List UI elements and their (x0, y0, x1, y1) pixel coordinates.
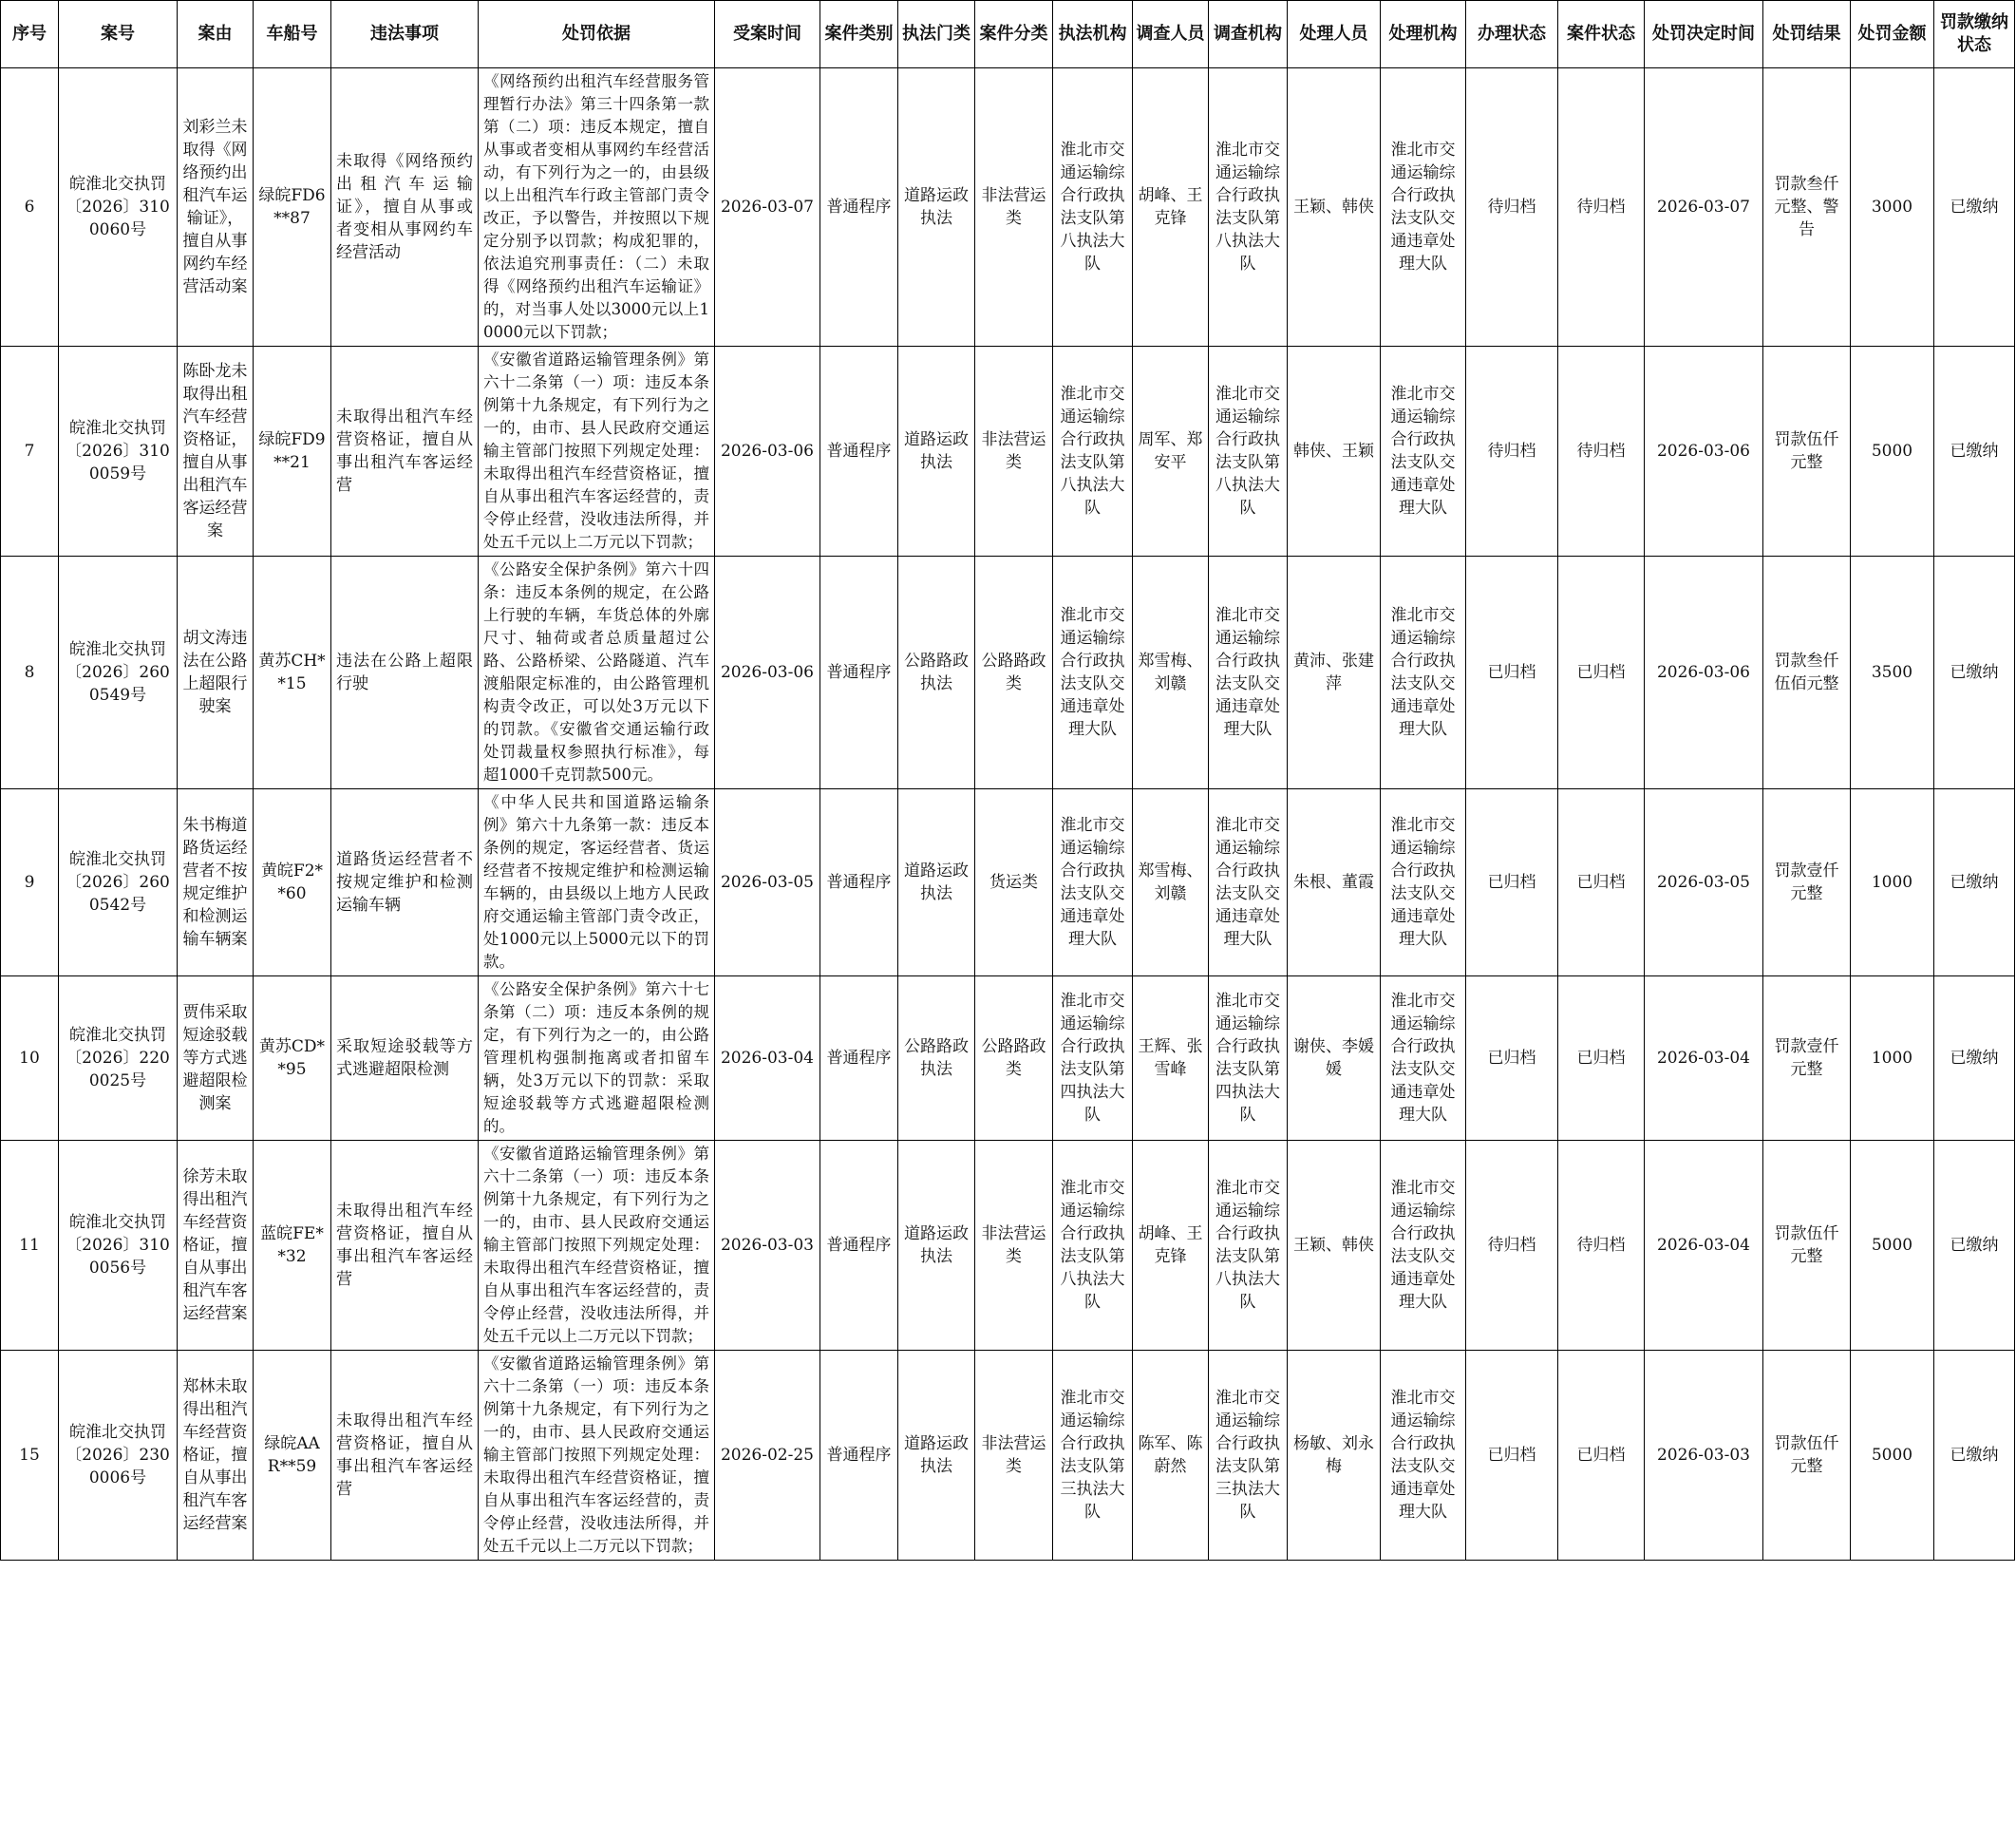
cell-category: 道路运政执法 (898, 1351, 975, 1561)
cell-result: 罚款伍仟元整 (1763, 1141, 1851, 1351)
cell-violation: 未取得出租汽车经营资格证，擅自从事出租汽车客运经营 (331, 347, 479, 557)
cell-accept-date: 2026-03-04 (715, 976, 820, 1141)
cell-seq: 10 (1, 976, 59, 1141)
cell-accept-date: 2026-02-25 (715, 1351, 820, 1561)
table-row (1, 557, 2015, 789)
column-header-handlers: 处理人员 (1288, 1, 1381, 68)
cell-case-status: 已归档 (1558, 976, 1645, 1141)
cell-case-status: 已归档 (1558, 1351, 1645, 1561)
cell-classification: 公路路政类 (975, 557, 1053, 789)
cell-decision-date: 2026-03-06 (1645, 557, 1763, 789)
cell-agency: 淮北市交通运输综合行政执法支队第四执法大队 (1053, 976, 1133, 1141)
cell-plate: 绿皖FD9**21 (254, 347, 331, 557)
cell-invest-agency: 淮北市交通运输综合行政执法支队第八执法大队 (1209, 68, 1288, 347)
cell-cause: 刘彩兰未取得《网络预约出租汽车运输证》，擅自从事网约车经营活动案 (178, 68, 254, 347)
cell-violation: 违法在公路上超限行驶 (331, 557, 479, 789)
cell-decision-date: 2026-03-07 (1645, 68, 1763, 347)
cell-seq: 15 (1, 1351, 59, 1561)
cell-decision-date: 2026-03-05 (1645, 789, 1763, 976)
cell-handle-status: 待归档 (1466, 1141, 1558, 1351)
cell-amount: 1000 (1851, 976, 1934, 1141)
cell-category: 道路运政执法 (898, 68, 975, 347)
column-header-invest-agency: 调查机构 (1209, 1, 1288, 68)
cell-investigators: 郑雪梅、刘赣 (1133, 557, 1209, 789)
cell-seq: 7 (1, 347, 59, 557)
cell-invest-agency: 淮北市交通运输综合行政执法支队交通违章处理大队 (1209, 557, 1288, 789)
cell-accept-date: 2026-03-03 (715, 1141, 820, 1351)
cell-cause: 胡文涛违法在公路上超限行驶案 (178, 557, 254, 789)
cell-amount: 5000 (1851, 347, 1934, 557)
cell-amount: 3000 (1851, 68, 1934, 347)
column-header-handle-agency: 处理机构 (1381, 1, 1466, 68)
cell-case-status: 待归档 (1558, 1141, 1645, 1351)
cell-case-no: 皖淮北交执罚〔2026〕3100059号 (59, 347, 178, 557)
column-header-accept-date: 受案时间 (715, 1, 820, 68)
column-header-classification: 案件分类 (975, 1, 1053, 68)
cell-plate: 黄皖F2**60 (254, 789, 331, 976)
cell-investigators: 王辉、张雪峰 (1133, 976, 1209, 1141)
cell-cause: 郑林未取得出租汽车经营资格证，擅自从事出租汽车客运经营案 (178, 1351, 254, 1561)
cell-handlers: 王颖、韩侠 (1288, 1141, 1381, 1351)
table-body (1, 68, 2015, 1561)
column-header-violation: 违法事项 (331, 1, 479, 68)
cell-handlers: 王颖、韩侠 (1288, 68, 1381, 347)
column-header-cause: 案由 (178, 1, 254, 68)
cell-handlers: 朱根、董霞 (1288, 789, 1381, 976)
column-header-investigators: 调查人员 (1133, 1, 1209, 68)
cell-seq: 9 (1, 789, 59, 976)
cell-seq: 8 (1, 557, 59, 789)
cell-case-type: 普通程序 (820, 976, 898, 1141)
cell-result: 罚款叁仟伍佰元整 (1763, 557, 1851, 789)
cell-violation: 未取得出租汽车经营资格证，擅自从事出租汽车客运经营 (331, 1141, 479, 1351)
cell-decision-date: 2026-03-03 (1645, 1351, 1763, 1561)
cell-payment: 已缴纳 (1934, 68, 2015, 347)
cell-cause: 徐芳未取得出租汽车经营资格证，擅自从事出租汽车客运经营案 (178, 1141, 254, 1351)
cell-result: 罚款伍仟元整 (1763, 1351, 1851, 1561)
cell-seq: 11 (1, 1141, 59, 1351)
cell-category: 道路运政执法 (898, 1141, 975, 1351)
column-header-payment: 罚款缴纳状态 (1934, 1, 2015, 68)
cell-category: 公路路政执法 (898, 557, 975, 789)
cell-agency: 淮北市交通运输综合行政执法支队第八执法大队 (1053, 347, 1133, 557)
table-row (1, 789, 2015, 976)
cell-handle-agency: 淮北市交通运输综合行政执法支队交通违章处理大队 (1381, 789, 1466, 976)
cell-accept-date: 2026-03-05 (715, 789, 820, 976)
cell-category: 道路运政执法 (898, 347, 975, 557)
cell-classification: 货运类 (975, 789, 1053, 976)
cell-case-no: 皖淮北交执罚〔2026〕3100056号 (59, 1141, 178, 1351)
column-header-decision-date: 处罚决定时间 (1645, 1, 1763, 68)
cell-investigators: 胡峰、王克锋 (1133, 68, 1209, 347)
cell-basis: 《网络预约出租汽车经营服务管理暂行办法》第三十四条第一款第（二）项：违反本规定，擅自从事或者变相从事网约车经营活动，有下列行为之一的，由县级以上出租汽车行政主管部门责令改正，予以警告，并按照以下规定分别予以罚款；构成犯罪的，依法追究刑事责任：（二）未取得《网络预约出租汽车运输证》的，对当事人处以3000元以上10000元以下罚款； (479, 68, 715, 347)
cell-handle-agency: 淮北市交通运输综合行政执法支队交通违章处理大队 (1381, 976, 1466, 1141)
column-header-amount: 处罚金额 (1851, 1, 1934, 68)
cell-case-status: 已归档 (1558, 789, 1645, 976)
cell-accept-date: 2026-03-07 (715, 68, 820, 347)
cell-agency: 淮北市交通运输综合行政执法支队交通违章处理大队 (1053, 789, 1133, 976)
cell-decision-date: 2026-03-06 (1645, 347, 1763, 557)
cell-category: 道路运政执法 (898, 789, 975, 976)
cell-case-status: 已归档 (1558, 557, 1645, 789)
cell-handlers: 谢侠、李媛媛 (1288, 976, 1381, 1141)
cell-violation: 未取得出租汽车经营资格证，擅自从事出租汽车客运经营 (331, 1351, 479, 1561)
cell-violation: 采取短途驳载等方式逃避超限检测 (331, 976, 479, 1141)
cell-handle-status: 待归档 (1466, 68, 1558, 347)
column-header-agency: 执法机构 (1053, 1, 1133, 68)
cell-invest-agency: 淮北市交通运输综合行政执法支队第四执法大队 (1209, 976, 1288, 1141)
cell-case-type: 普通程序 (820, 789, 898, 976)
cell-plate: 黄苏CH**15 (254, 557, 331, 789)
cell-payment: 已缴纳 (1934, 976, 2015, 1141)
cell-cause: 贾伟采取短途驳载等方式逃避超限检测案 (178, 976, 254, 1141)
cell-case-status: 待归档 (1558, 347, 1645, 557)
cell-basis: 《中华人民共和国道路运输条例》第六十九条第一款：违反本条例的规定，客运经营者、货运经营者不按规定维护和检测运输车辆的，由县级以上地方人民政府交通运输主管部门责令改正，处1000元以上5000元以下的罚款。 (479, 789, 715, 976)
cell-category: 公路路政执法 (898, 976, 975, 1141)
cell-agency: 淮北市交通运输综合行政执法支队交通违章处理大队 (1053, 557, 1133, 789)
cell-handlers: 韩侠、王颖 (1288, 347, 1381, 557)
cell-classification: 非法营运类 (975, 68, 1053, 347)
cell-handle-agency: 淮北市交通运输综合行政执法支队交通违章处理大队 (1381, 347, 1466, 557)
column-header-case-no: 案号 (59, 1, 178, 68)
cell-handlers: 黄沛、张建萍 (1288, 557, 1381, 789)
column-header-basis: 处罚依据 (479, 1, 715, 68)
cell-case-no: 皖淮北交执罚〔2026〕2600549号 (59, 557, 178, 789)
cell-classification: 非法营运类 (975, 1141, 1053, 1351)
cell-result: 罚款伍仟元整 (1763, 347, 1851, 557)
cell-plate: 绿皖AAR**59 (254, 1351, 331, 1561)
cell-invest-agency: 淮北市交通运输综合行政执法支队交通违章处理大队 (1209, 789, 1288, 976)
cell-basis: 《公路安全保护条例》第六十四条：违反本条例的规定，在公路上行驶的车辆，车货总体的外廓尺寸、轴荷或者总质量超过公路、公路桥梁、公路隧道、汽车渡船限定标准的，由公路管理机构责令改正，可以处3万元以下的罚款。《安徽省交通运输行政处罚裁量权参照执行标准》，每超1000千克罚款500元。 (479, 557, 715, 789)
cell-decision-date: 2026-03-04 (1645, 976, 1763, 1141)
column-header-seq: 序号 (1, 1, 59, 68)
cell-cause: 朱书梅道路货运经营者不按规定维护和检测运输车辆案 (178, 789, 254, 976)
cell-basis: 《安徽省道路运输管理条例》第六十二条第（一）项：违反本条例第十九条规定，有下列行为之一的，由市、县人民政府交通运输主管部门按照下列规定处理：未取得出租汽车经营资格证，擅自从事出租汽车客运经营的，责令停止经营，没收违法所得，并处五千元以上二万元以下罚款； (479, 1141, 715, 1351)
table-row (1, 976, 2015, 1141)
cell-classification: 非法营运类 (975, 1351, 1053, 1561)
cell-amount: 1000 (1851, 789, 1934, 976)
cell-plate: 蓝皖FE**32 (254, 1141, 331, 1351)
cell-case-no: 皖淮北交执罚〔2026〕2300006号 (59, 1351, 178, 1561)
cell-handle-agency: 淮北市交通运输综合行政执法支队交通违章处理大队 (1381, 557, 1466, 789)
cell-decision-date: 2026-03-04 (1645, 1141, 1763, 1351)
cell-handle-agency: 淮北市交通运输综合行政执法支队交通违章处理大队 (1381, 68, 1466, 347)
cell-handle-agency: 淮北市交通运输综合行政执法支队交通违章处理大队 (1381, 1351, 1466, 1561)
cell-case-no: 皖淮北交执罚〔2026〕2200025号 (59, 976, 178, 1141)
table-row (1, 347, 2015, 557)
column-header-case-type: 案件类别 (820, 1, 898, 68)
cell-invest-agency: 淮北市交通运输综合行政执法支队第八执法大队 (1209, 347, 1288, 557)
cell-result: 罚款叁仟元整、警告 (1763, 68, 1851, 347)
cell-amount: 5000 (1851, 1141, 1934, 1351)
cell-handlers: 杨敏、刘永梅 (1288, 1351, 1381, 1561)
header-row (1, 1, 2015, 68)
cell-investigators: 郑雪梅、刘赣 (1133, 789, 1209, 976)
cell-case-no: 皖淮北交执罚〔2026〕2600542号 (59, 789, 178, 976)
cell-case-no: 皖淮北交执罚〔2026〕3100060号 (59, 68, 178, 347)
column-header-category: 执法门类 (898, 1, 975, 68)
cell-handle-status: 已归档 (1466, 1351, 1558, 1561)
column-header-handle-status: 办理状态 (1466, 1, 1558, 68)
cell-handle-status: 已归档 (1466, 557, 1558, 789)
column-header-case-status: 案件状态 (1558, 1, 1645, 68)
cell-plate: 绿皖FD6**87 (254, 68, 331, 347)
cell-plate: 黄苏CD**95 (254, 976, 331, 1141)
cell-agency: 淮北市交通运输综合行政执法支队第八执法大队 (1053, 68, 1133, 347)
cell-payment: 已缴纳 (1934, 789, 2015, 976)
cell-seq: 6 (1, 68, 59, 347)
cell-handle-status: 待归档 (1466, 347, 1558, 557)
cell-amount: 3500 (1851, 557, 1934, 789)
cell-investigators: 周军、郑安平 (1133, 347, 1209, 557)
cell-invest-agency: 淮北市交通运输综合行政执法支队第八执法大队 (1209, 1141, 1288, 1351)
cell-violation: 道路货运经营者不按规定维护和检测运输车辆 (331, 789, 479, 976)
cell-case-type: 普通程序 (820, 347, 898, 557)
table-row (1, 1351, 2015, 1561)
cell-accept-date: 2026-03-06 (715, 347, 820, 557)
cell-payment: 已缴纳 (1934, 557, 2015, 789)
cell-case-type: 普通程序 (820, 1141, 898, 1351)
column-header-plate: 车船号 (254, 1, 331, 68)
cell-payment: 已缴纳 (1934, 1351, 2015, 1561)
cell-violation: 未取得《网络预约出租汽车运输证》，擅自从事或者变相从事网约车经营活动 (331, 68, 479, 347)
cell-basis: 《安徽省道路运输管理条例》第六十二条第（一）项：违反本条例第十九条规定，有下列行为之一的，由市、县人民政府交通运输主管部门按照下列规定处理：未取得出租汽车经营资格证，擅自从事出租汽车客运经营的，责令停止经营，没收违法所得，并处五千元以上二万元以下罚款； (479, 1351, 715, 1561)
table-row (1, 68, 2015, 347)
cell-classification: 非法营运类 (975, 347, 1053, 557)
cell-agency: 淮北市交通运输综合行政执法支队第三执法大队 (1053, 1351, 1133, 1561)
column-header-result: 处罚结果 (1763, 1, 1851, 68)
cell-case-status: 待归档 (1558, 68, 1645, 347)
cell-case-type: 普通程序 (820, 68, 898, 347)
cell-handle-agency: 淮北市交通运输综合行政执法支队交通违章处理大队 (1381, 1141, 1466, 1351)
cell-case-type: 普通程序 (820, 1351, 898, 1561)
cell-result: 罚款壹仟元整 (1763, 976, 1851, 1141)
table-row (1, 1141, 2015, 1351)
cell-classification: 公路路政类 (975, 976, 1053, 1141)
cell-investigators: 胡峰、王克锋 (1133, 1141, 1209, 1351)
cell-invest-agency: 淮北市交通运输综合行政执法支队第三执法大队 (1209, 1351, 1288, 1561)
cell-cause: 陈卧龙未取得出租汽车经营资格证，擅自从事出租汽车客运经营案 (178, 347, 254, 557)
cell-amount: 5000 (1851, 1351, 1934, 1561)
cell-basis: 《安徽省道路运输管理条例》第六十二条第（一）项：违反本条例第十九条规定，有下列行为之一的，由市、县人民政府交通运输主管部门按照下列规定处理：未取得出租汽车经营资格证，擅自从事出租汽车客运经营的，责令停止经营，没收违法所得，并处五千元以上二万元以下罚款； (479, 347, 715, 557)
cell-accept-date: 2026-03-06 (715, 557, 820, 789)
cell-payment: 已缴纳 (1934, 347, 2015, 557)
cell-case-type: 普通程序 (820, 557, 898, 789)
cell-investigators: 陈军、陈蔚然 (1133, 1351, 1209, 1561)
cell-basis: 《公路安全保护条例》第六十七条第（二）项：违反本条例的规定，有下列行为之一的，由公路管理机构强制拖离或者扣留车辆，处3万元以下的罚款：采取短途驳载等方式逃避超限检测的。 (479, 976, 715, 1141)
cell-handle-status: 已归档 (1466, 789, 1558, 976)
cell-agency: 淮北市交通运输综合行政执法支队第八执法大队 (1053, 1141, 1133, 1351)
cell-result: 罚款壹仟元整 (1763, 789, 1851, 976)
cell-handle-status: 已归档 (1466, 976, 1558, 1141)
cell-payment: 已缴纳 (1934, 1141, 2015, 1351)
